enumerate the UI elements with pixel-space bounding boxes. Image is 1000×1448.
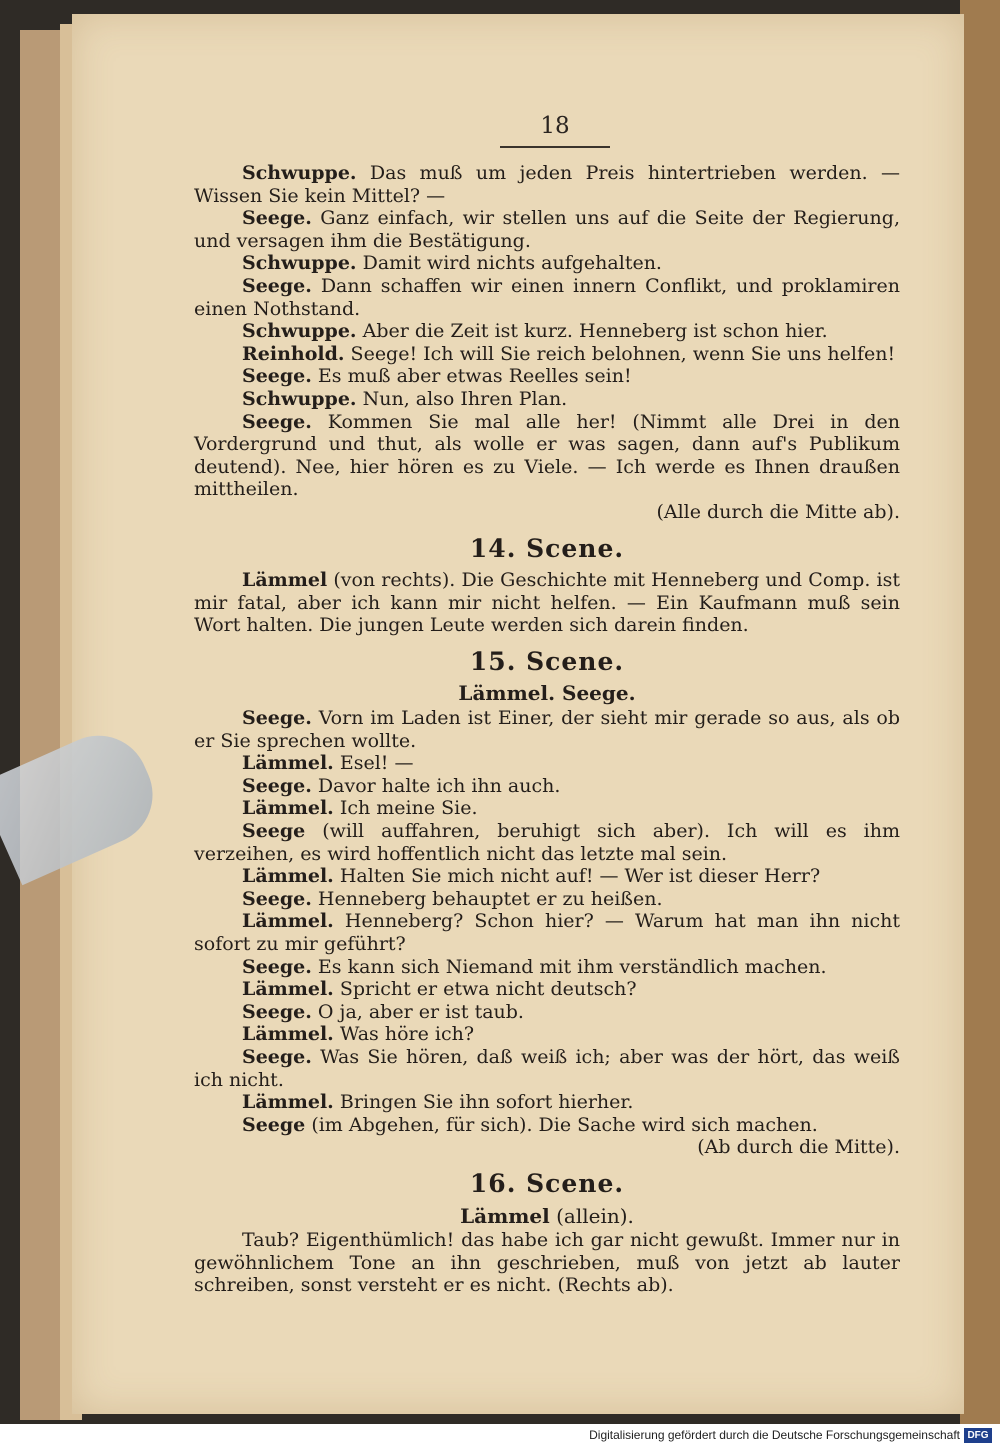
speech-text: Spricht er etwa nicht deutsch?	[333, 978, 637, 1001]
speaker-name: Seege.	[242, 707, 312, 730]
dialogue-line	[194, 343, 900, 366]
speaker-name: Lämmel.	[242, 865, 334, 888]
page-number: 18	[540, 113, 570, 139]
speaker-name: Seege	[242, 820, 306, 843]
dialogue-line	[194, 1001, 900, 1024]
speech-text: Das muß um jeden Preis hintertrieben werden. — Wissen Sie kein Mittel? —	[194, 162, 900, 207]
speech-text: Es muß aber etwas Reelles sein!	[311, 365, 632, 388]
speaker-name: Schwuppe.	[242, 387, 357, 410]
scene-14-dialogue	[194, 569, 900, 637]
speaker-name: Seege.	[242, 955, 312, 978]
dialogue-line	[194, 707, 900, 752]
speaker-name: Lämmel.	[242, 752, 334, 775]
speech-text: Aber die Zeit ist kurz. Henneberg ist schon hier.	[356, 320, 828, 343]
speech-text: Nun, also Ihren Plan.	[356, 387, 568, 410]
dialogue-line	[194, 1023, 900, 1046]
dialogue-line	[194, 910, 900, 955]
dialogue-line	[194, 775, 900, 798]
page-number-rule	[500, 146, 610, 148]
dialogue-line	[194, 1091, 900, 1114]
speech-text: Esel! —	[333, 752, 414, 775]
speaker-name: Seege	[242, 1113, 306, 1136]
scene-16-cast-note: (allein).	[549, 1203, 634, 1228]
speaker-name: Seege.	[242, 274, 312, 297]
dialogue-line	[194, 411, 900, 501]
speaker-name: Schwuppe.	[242, 162, 357, 184]
speech-text: Damit wird nichts aufgehalten.	[356, 252, 662, 275]
scene-14-heading: 14. Scene.	[469, 533, 625, 563]
speech-text: Halten Sie mich nicht auf! — Wer ist dieser Herr?	[333, 865, 821, 888]
dialogue-line	[194, 888, 900, 911]
dialogue-line	[194, 797, 900, 820]
dialogue-line	[194, 1114, 900, 1137]
speech-text: (im Abgehen, für sich). Die Sache wird sich machen.	[305, 1113, 818, 1136]
speech-text: Bringen Sie ihn sofort hierher.	[333, 1091, 634, 1114]
scene-16-text: Taub? Eigenthümlich! das habe ich gar nicht gewußt. Immer nur in gewöhnlichem Tone an ihn geschrieben, muß von jetzt ab lauter schreiben, sonst versteht er es nicht. (Rechts ab).	[194, 1229, 900, 1297]
speaker-name: Schwuppe.	[242, 320, 357, 343]
speech-text: Dann schaffen wir einen innern Conflikt, und proklamiren einen Nothstand.	[194, 274, 900, 320]
speech-text: (will auffahren, beruhigt sich aber). Ich will es ihm verzeihen, es wird hoffentlich nicht das letzte mal sein.	[194, 820, 900, 865]
dialogue-line	[194, 956, 900, 979]
stage-direction-exit-2: (Ab durch die Mitte).	[697, 1136, 900, 1159]
speech-text: Henneberg? Schon hier? — Warum hat man ihn nicht sofort zu mir geführt?	[194, 910, 900, 955]
speaker-name: Seege.	[242, 1045, 312, 1068]
dialogue-line	[194, 207, 900, 252]
scene-16-cast	[194, 1205, 900, 1228]
scene-16-cast-name: Lämmel	[460, 1203, 550, 1228]
speech-text: Kommen Sie mal alle her! (Nimmt alle Drei in den Vordergrund und thut, als wolle er was sagen, dann auf's Publikum deutend). Nee, hier hören es zu Viele. — Ich werde es Ihnen draußen mittheilen.	[194, 410, 900, 501]
speaker-name: Seege.	[242, 365, 312, 388]
speaker-name: Lämmel	[242, 569, 328, 592]
stage-direction-exit-1: (Alle durch die Mitte ab).	[656, 500, 900, 523]
dialogue-block-1	[194, 162, 900, 501]
speaker-name: Reinhold.	[242, 342, 345, 365]
footer-credit: Digitalisierung gefördert durch die Deutsche Forschungsgemeinschaft	[589, 1428, 960, 1442]
speech-text: Was höre ich?	[333, 1023, 475, 1046]
scene-15-cast: Lämmel. Seege.	[458, 681, 636, 706]
dialogue-line	[194, 388, 900, 411]
speaker-name: Lämmel.	[242, 1023, 334, 1046]
speaker-name: Seege.	[242, 207, 312, 230]
speech-text: Ganz einfach, wir stellen uns auf die Seite der Regierung, und versagen ihm die Bestätigung.	[194, 207, 900, 252]
speaker-name: Seege.	[242, 410, 312, 433]
speaker-name: Seege.	[242, 774, 312, 797]
speaker-name: Seege.	[242, 887, 312, 910]
speech-text: Was Sie hören, daß weiß ich; aber was der hört, das weiß ich nicht.	[194, 1045, 900, 1091]
speech-text: Davor halte ich ihn auch.	[311, 774, 561, 797]
dialogue-line	[194, 252, 900, 275]
dialogue-line	[194, 978, 900, 1001]
speaker-name: Schwuppe.	[242, 252, 357, 275]
speaker-name: Lämmel.	[242, 978, 334, 1001]
dfg-logo: DFG	[964, 1428, 992, 1443]
dialogue-line	[194, 569, 900, 637]
speaker-name: Seege.	[242, 1000, 312, 1023]
scene-15-heading: 15. Scene.	[469, 646, 625, 676]
speech-text: Ich meine Sie.	[333, 797, 478, 820]
dialogue-line	[194, 752, 900, 775]
speech-text: Seege! Ich will Sie reich belohnen, wenn Sie uns helfen!	[344, 342, 896, 365]
scene-15-dialogue	[194, 707, 900, 1136]
dialogue-line	[194, 365, 900, 388]
speech-text: Vorn im Laden ist Einer, der sieht mir gerade so aus, als ob er Sie sprechen wollte.	[194, 707, 900, 752]
speech-text: Es kann sich Niemand mit ihm verständlich machen.	[311, 955, 827, 978]
book-cover-edge	[960, 0, 1000, 1424]
speaker-name: Lämmel.	[242, 1091, 334, 1114]
speech-text: O ja, aber er ist taub.	[311, 1000, 524, 1023]
speaker-name: Lämmel.	[242, 910, 334, 933]
page-text	[194, 162, 900, 1297]
scene-16-heading: 16. Scene.	[469, 1168, 625, 1198]
dialogue-line	[194, 820, 900, 865]
speech-text: Henneberg behauptet er zu heißen.	[311, 887, 663, 910]
dialogue-line	[194, 162, 900, 207]
dialogue-line	[194, 275, 900, 320]
dialogue-line	[194, 320, 900, 343]
speech-text: (von rechts). Die Geschichte mit Henneberg und Comp. ist mir fatal, aber ich kann mir nicht helfen. — Ein Kaufmann muß sein Wort halten. Die jungen Leute werden sich darein finden.	[194, 569, 900, 637]
dialogue-line	[194, 865, 900, 888]
footer-bar	[0, 1424, 1000, 1448]
speaker-name: Lämmel.	[242, 797, 334, 820]
dialogue-line	[194, 1046, 900, 1091]
